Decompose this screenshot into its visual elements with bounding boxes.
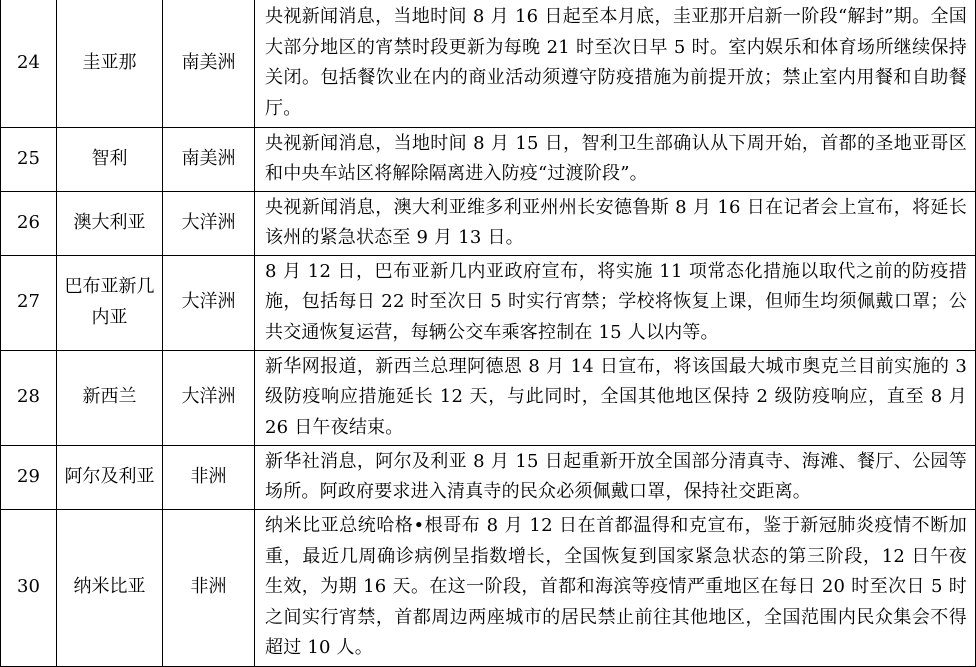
measure-description: 央视新闻消息，当地时间 8 月 15 日，智利卫生部确认从下周开始，首都的圣地亚哥区和中央车站区将解除隔离进入防疫“过渡阶段”。 <box>255 127 976 191</box>
measure-description: 央视新闻消息，当地时间 8 月 16 日起至本月底，圭亚那开启新一阶段“解封”期。全国大部分地区的宵禁时段更新为每晚 21 时至次日早 5 时。室内娱乐和体育场所继续保持关闭。包括餐饮业在内的商业活动须遵守防疫措施为前提开放；禁止室内用餐和自助餐厅。 <box>255 0 976 127</box>
row-number: 29 <box>1 445 57 509</box>
measure-description: 8 月 12 日，巴布亚新几内亚政府宣布，将实施 11 项常态化措施以取代之前的防疫措施，包括每日 22 时至次日 5 时实行宵禁；学校将恢复上课，但师生均须佩戴口罩；公共交通恢复运营，每辆公交车乘客控制在 15 人以内等。 <box>255 255 976 350</box>
measure-description: 新华网报道，新西兰总理阿德恩 8 月 14 日宣布，将该国最大城市奥克兰目前实施的 3 级防疫响应措施延长 12 天，与此同时，全国其他地区保持 2 级防疫响应，直至 8 月 26 日午夜结束。 <box>255 350 976 445</box>
country-name: 圭亚那 <box>57 0 163 127</box>
row-number: 30 <box>1 509 57 666</box>
region-name: 南美洲 <box>163 0 255 127</box>
region-name: 非洲 <box>163 445 255 509</box>
row-number: 24 <box>1 0 57 127</box>
country-name: 阿尔及利亚 <box>57 445 163 509</box>
country-name: 澳大利亚 <box>57 191 163 255</box>
table-row <box>1 127 976 191</box>
table-row <box>1 509 976 666</box>
table-row <box>1 191 976 255</box>
region-name: 大洋洲 <box>163 191 255 255</box>
table-row <box>1 350 976 445</box>
country-name: 新西兰 <box>57 350 163 445</box>
region-name: 南美洲 <box>163 127 255 191</box>
country-name: 巴布亚新几内亚 <box>57 255 163 350</box>
row-number: 26 <box>1 191 57 255</box>
country-name: 智利 <box>57 127 163 191</box>
measure-description: 新华社消息，阿尔及利亚 8 月 15 日起重新开放全国部分清真寺、海滩、餐厅、公园等场所。阿政府要求进入清真寺的民众必须佩戴口罩，保持社交距离。 <box>255 445 976 509</box>
row-number: 27 <box>1 255 57 350</box>
row-number: 25 <box>1 127 57 191</box>
measure-description: 央视新闻消息，澳大利亚维多利亚州州长安德鲁斯 8 月 16 日在记者会上宣布，将延长该州的紧急状态至 9 月 13 日。 <box>255 191 976 255</box>
table-row <box>1 255 976 350</box>
table-row <box>1 445 976 509</box>
region-name: 非洲 <box>163 509 255 666</box>
measure-description: 纳米比亚总统哈格•根哥布 8 月 12 日在首都温得和克宣布，鉴于新冠肺炎疫情不断加重，最近几周确诊病例呈指数增长，全国恢复到国家紧急状态的第三阶段，12 日午夜生效，为期 16 天。在这一阶段，首都和海滨等疫情严重地区在每日 20 时至次日 5 时之间实行宵禁，首都周边两座城市的居民禁止前往其他地区，全国范围内民众集会不得超过 10 人。 <box>255 509 976 666</box>
table-row <box>1 0 976 127</box>
region-name: 大洋洲 <box>163 350 255 445</box>
region-name: 大洋洲 <box>163 255 255 350</box>
country-name: 纳米比亚 <box>57 509 163 666</box>
row-number: 28 <box>1 350 57 445</box>
